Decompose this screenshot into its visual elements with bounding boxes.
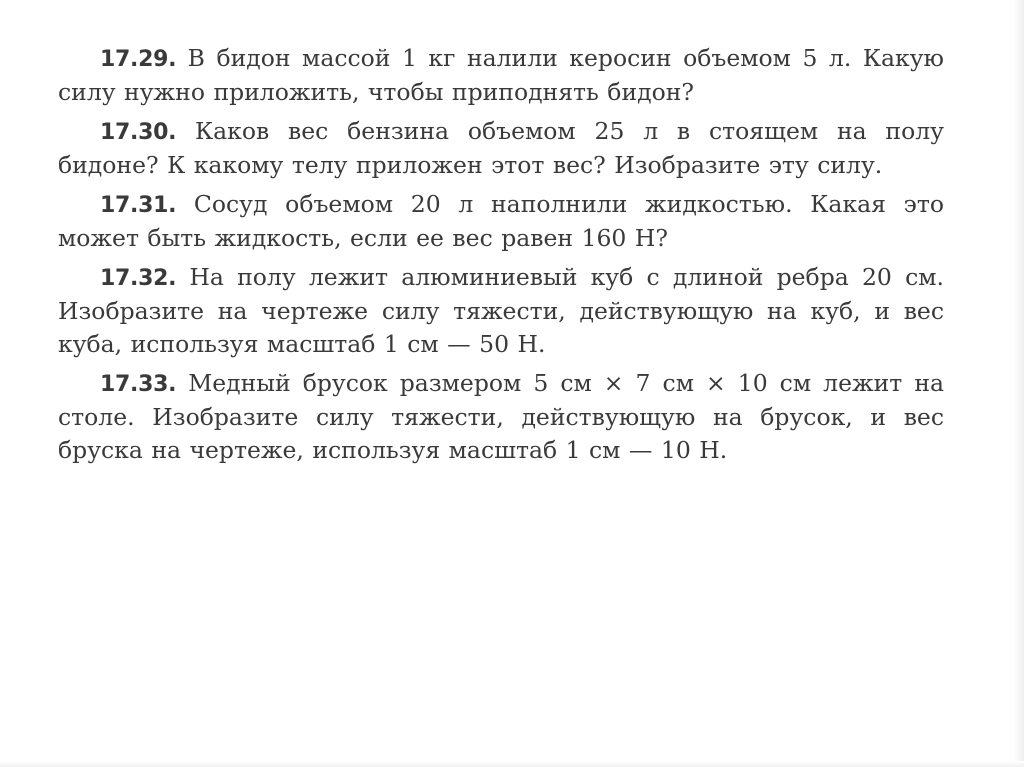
problem-number: 17.33. <box>100 372 177 397</box>
problem-number: 17.32. <box>100 266 177 291</box>
problem-17-29 <box>58 42 944 109</box>
problem-number: 17.30. <box>100 120 177 145</box>
problem-text: В бидон массой 1 кг налили керосин объемом 5 л. Какую силу нужно приложить, чтобы приподнять бидон? <box>58 44 944 106</box>
problem-17-31 <box>58 188 944 255</box>
problem-list <box>58 42 944 473</box>
page-edge-bottom <box>0 761 1024 767</box>
page-edge-right <box>1014 0 1024 767</box>
problem-text: Медный брусок размером 5 см × 7 см × 10 см лежит на столе. Изобразите силу тяжести, действующую на брусок, и вес бруска на чертеже, используя масштаб 1 см — 10 Н. <box>58 369 944 464</box>
problem-text: Каков вес бензина объемом 25 л в стоящем на полу бидоне? К какому телу приложен этот вес? Изобразите эту силу. <box>58 117 944 179</box>
problem-number: 17.29. <box>100 47 177 72</box>
problem-text: Сосуд объемом 20 л наполнили жидкостью. Какая это может быть жидкость, если ее вес равен 160 Н? <box>58 190 944 252</box>
problem-17-32 <box>58 261 944 361</box>
problem-17-33 <box>58 367 944 467</box>
problem-number: 17.31. <box>100 193 177 218</box>
problem-17-30 <box>58 115 944 182</box>
problem-text: На полу лежит алюминиевый куб с длиной ребра 20 см. Изобразите на чертеже силу тяжести, действующую на куб, и вес куба, используя масштаб 1 см — 50 Н. <box>58 263 944 358</box>
